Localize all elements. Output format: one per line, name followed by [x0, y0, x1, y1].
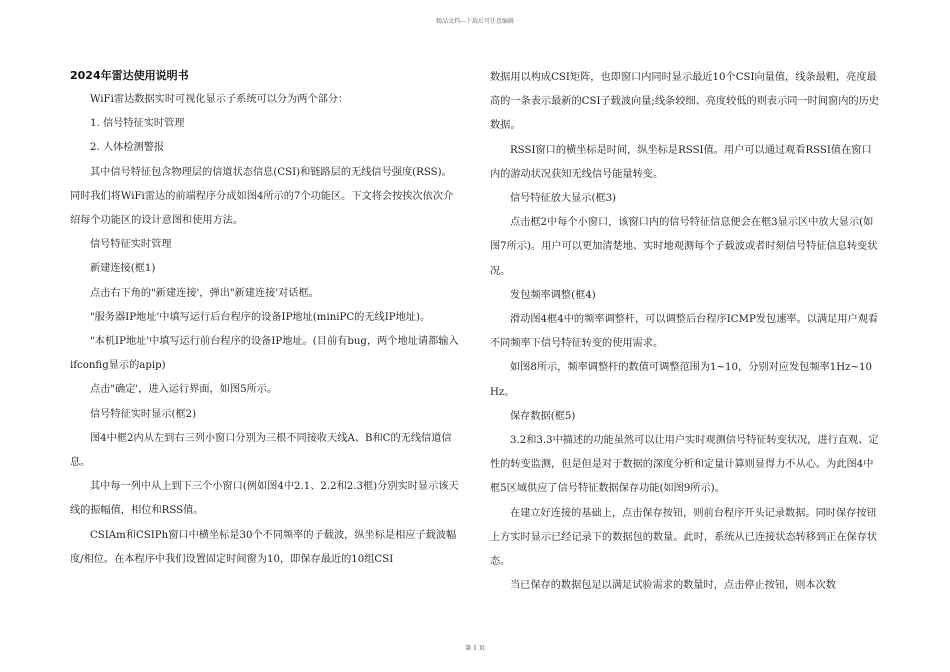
paragraph: 发包频率调整(框4) — [510, 289, 596, 301]
paragraph: 点击框2中每个小窗口，该窗口内的信号特征信息便会在框3显示区中放大显示(如图7所示)。用户可以更加清楚地、实时地观测每个子载波或者时刻信号特征信息转变状况。 — [490, 217, 878, 277]
paragraph: 其中信号特征包含物理层的信道状态信息(CSI)和链路层的无线信号强度(RSS)。同时我们将WiFi雷达的前端程序分成如图4所示的7个功能区。下文将会按挨次依次介绍每个功能区的设计意图和使用方法。 — [70, 166, 454, 227]
paragraph: 点击右下角的"新建连接'，弹出"新建连接'对话框。 — [90, 287, 319, 299]
left-column — [70, 66, 460, 572]
paragraph: 2. 人体检测警报 — [90, 142, 165, 154]
paragraph: 如图8所示，频率调整杆的数值可调整范围为1~10，分别对应发包频率1Hz~10Hz。 — [490, 362, 872, 398]
paragraph: 信号特征实时显示(框2) — [90, 408, 197, 420]
paragraph: 当已保存的数据包足以满足试验需求的数量时，点击停止按钮，则本次数 — [510, 580, 836, 592]
page-footer — [0, 643, 950, 652]
paragraph: 在建立好连接的基础上，点击保存按钮，则前台程序开头记录数据。同时保存按钮上方实时显示已经记录下的数据包的数量。此时，系统从已连接状态转移到正在保存状态。 — [490, 507, 878, 568]
paragraph: 保存数据(框5) — [510, 410, 576, 422]
paragraph: 1. 信号特征实时管理 — [90, 118, 185, 130]
paragraph: "本机IP地址'中填写运行前台程序的设备IP地址。(目前有bug，两个地址请都输入ifconfig显示的apip) — [70, 336, 459, 372]
paragraph: "服务器IP地址'中填写运行后台程序的设备IP地址(miniPC的无线IP地址)。 — [90, 311, 431, 323]
right-body — [490, 66, 880, 598]
page-header: 精品文档---下载后可任意编辑 — [435, 18, 515, 25]
footer-suffix: 页 — [478, 645, 485, 652]
paragraph: 点击"确定'，进入运行界面，如图5所示。 — [90, 384, 278, 396]
paragraph: 信号特征放大显示(框3) — [510, 193, 617, 205]
paragraph: 信号特征实时管理 — [90, 239, 172, 251]
paragraph: RSSI窗口的横坐标是时间，纵坐标是RSSI值。用户可以通过观看RSSI值在窗口内的游动状况获知无线信号能量转变。 — [490, 144, 872, 180]
paragraph: 3.2和3.3中描述的功能虽然可以让用户实时观测信号特征转变状况，进行直观、定性的转变监测，但是但是对于数据的深度分析和定量计算则显得力不从心。为此图4中框5区域供应了信号特征数据保存功能(如图9所示)。 — [490, 435, 879, 495]
left-body — [70, 88, 460, 572]
footer-prefix: 第 — [465, 645, 472, 652]
right-column — [490, 66, 880, 598]
paragraph: 数据用以构成CSI矩阵，也即窗口内同时显示最近10个CSI向量值，线条最粗，亮度最高的一条表示最新的CSI子载波向量;线条较细、亮度较低的则表示同一时间窗内的历史数据。 — [490, 72, 879, 132]
paragraph: 图4中框2内从左到右三列小窗口分别为三根不同接收天线A、B和C的无线信道信息。 — [70, 432, 452, 469]
paragraph: 滑动图4框4中的频率调整杆，可以调整后台程序ICMP发包速率。以满足用户观看不同频率下信号特征转变的使用需求。 — [490, 314, 879, 350]
document-title: 2024年雷达使用说明书 — [70, 69, 189, 82]
paragraph: CSIAm和CSIPh窗口中横坐标是30个不同频率的子载波，纵坐标是相应子载波幅度/相位。在本程序中我们设置固定时间窗为10，即保存最近的10组CSI — [70, 529, 457, 565]
paragraph: WiFi雷达数据实时可视化显示子系统可以分为两个部分： — [90, 94, 349, 105]
page-number: 1 — [473, 645, 477, 652]
paragraph: 其中每一列中从上到下三个小窗口(例如图4中2.1、2.2和2.3框)分别实时显示该天线的振幅值，相位和RSS值。 — [70, 481, 459, 517]
paragraph: 新建连接(框1) — [90, 263, 156, 275]
